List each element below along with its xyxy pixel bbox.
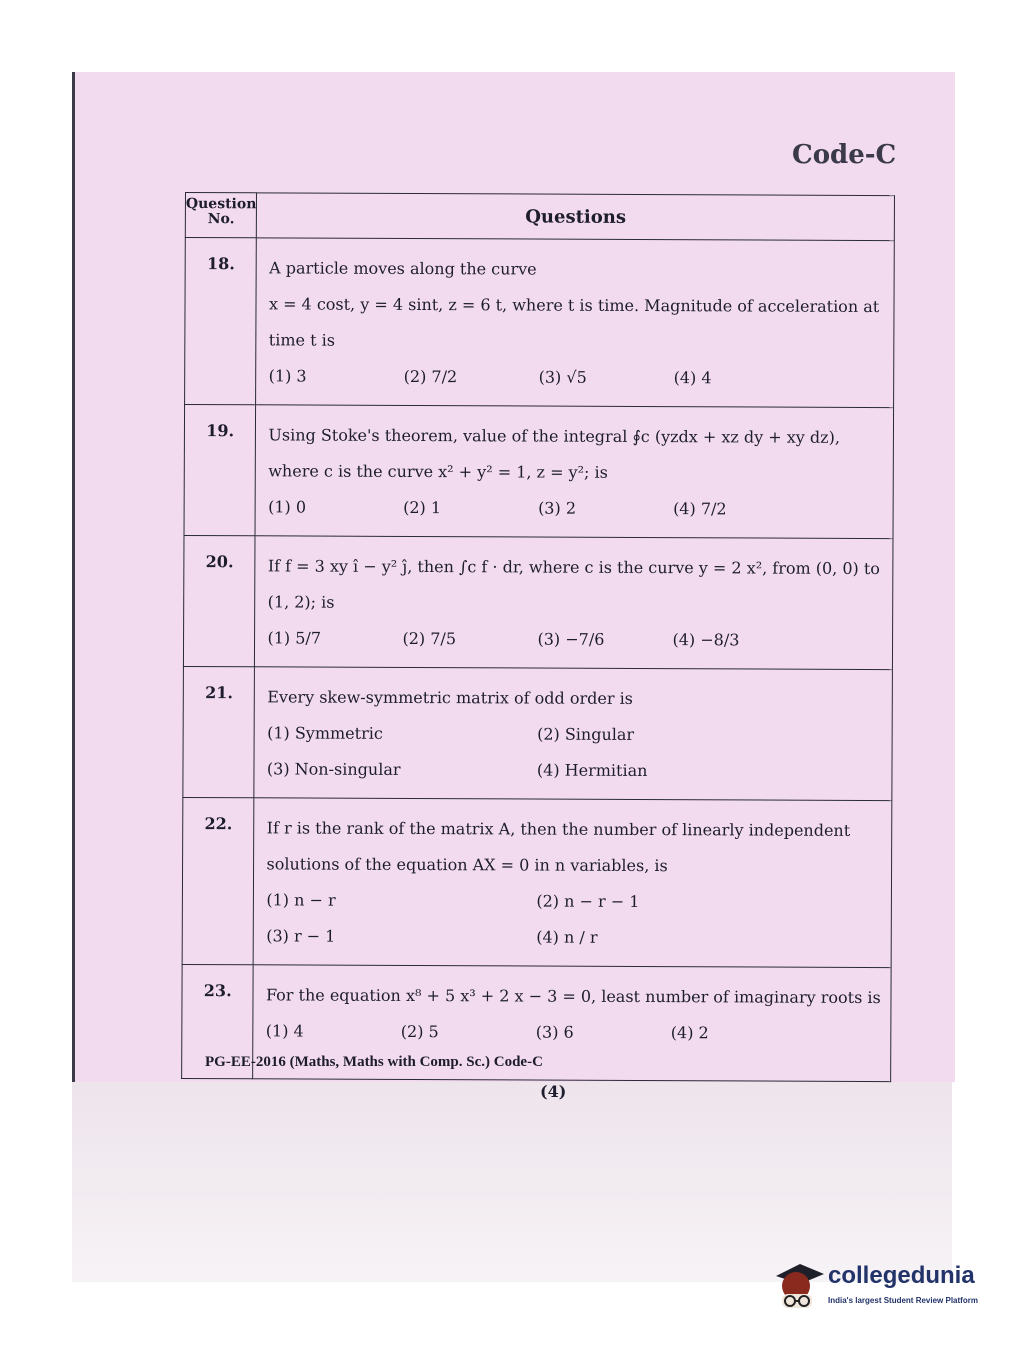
question-body bbox=[255, 536, 893, 670]
question-number: 23. bbox=[182, 964, 254, 1078]
option: (1) n − r bbox=[266, 890, 336, 910]
option: (4) n / r bbox=[536, 927, 598, 947]
option: (2) Singular bbox=[537, 724, 635, 744]
option: (3) Non-singular bbox=[266, 759, 401, 779]
header-question-no: Question No. bbox=[185, 193, 257, 238]
option-list bbox=[266, 882, 883, 957]
option: (3) 6 bbox=[535, 1022, 574, 1042]
option: (3) 2 bbox=[538, 498, 577, 518]
question-number: 19. bbox=[184, 405, 256, 536]
question-row bbox=[185, 238, 895, 408]
option: (3) √5 bbox=[538, 367, 587, 387]
question-body bbox=[256, 238, 894, 408]
paper-footer: PG-EE-2016 (Maths, Maths with Comp. Sc.) Code-C bbox=[205, 1054, 543, 1070]
option: (2) 5 bbox=[400, 1021, 439, 1042]
option-list bbox=[268, 489, 885, 528]
option-list bbox=[269, 358, 886, 397]
option: (4) −8/3 bbox=[672, 630, 740, 650]
question-row bbox=[184, 405, 894, 539]
option: (4) 2 bbox=[670, 1023, 709, 1043]
question-number: 20. bbox=[183, 535, 255, 666]
page-shadow bbox=[72, 1082, 952, 1282]
question-table bbox=[181, 192, 895, 1082]
header-questions: Questions bbox=[257, 193, 895, 241]
option-list bbox=[266, 1013, 883, 1052]
logo-tagline: India's largest Student Review Platform bbox=[828, 1296, 978, 1305]
option: (3) −7/6 bbox=[537, 629, 605, 649]
question-line: x = 4 cost, y = 4 sint, z = 6 t, where t is time. Magnitude of acceleration at bbox=[268, 294, 880, 317]
option: (4) 4 bbox=[673, 368, 712, 388]
question-line: (1, 2); is bbox=[267, 592, 335, 612]
option: (2) 1 bbox=[403, 497, 442, 518]
option: (2) 7/5 bbox=[402, 628, 457, 649]
question-line: Using Stoke's theorem, value of the integral ∮c (yzdx + xz dy + xy dz), bbox=[268, 425, 840, 447]
option: (1) 4 bbox=[265, 1021, 304, 1041]
question-row bbox=[183, 666, 893, 800]
question-line: If f = 3 xy î − y² ĵ, then ∫c f · dr, where c is the curve y = 2 x², from (0, 0) to bbox=[267, 556, 880, 579]
option: (4) Hermitian bbox=[536, 760, 648, 781]
logo-name: collegedunia bbox=[828, 1262, 975, 1289]
option: (1) 0 bbox=[268, 497, 307, 517]
option: (1) 3 bbox=[268, 366, 307, 386]
option: (4) 7/2 bbox=[673, 499, 727, 519]
option: (2) 7/2 bbox=[403, 366, 458, 387]
question-row bbox=[182, 797, 892, 967]
option-list bbox=[267, 715, 884, 790]
question-body bbox=[254, 667, 892, 801]
question-line: solutions of the equation AX = 0 in n variables, is bbox=[266, 854, 668, 876]
question-body bbox=[254, 798, 892, 968]
question-line: Every skew-symmetric matrix of odd order is bbox=[267, 687, 633, 708]
question-line: If r is the rank of the matrix A, then the number of linearly independent bbox=[266, 818, 851, 840]
question-line: where c is the curve x² + y² = 1, z = y²; is bbox=[268, 461, 608, 482]
option: (2) n − r − 1 bbox=[536, 891, 640, 911]
collegedunia-logo bbox=[770, 1258, 1000, 1318]
page-number: (4) bbox=[540, 1082, 567, 1101]
question-line: A particle moves along the curve bbox=[269, 258, 537, 279]
question-number: 18. bbox=[185, 238, 257, 405]
paper-code: Code-C bbox=[792, 140, 897, 170]
option-list bbox=[267, 620, 884, 659]
mascot-icon bbox=[770, 1258, 826, 1316]
question-number: 22. bbox=[182, 797, 254, 964]
option: (1) Symmetric bbox=[267, 723, 383, 743]
option: (3) r − 1 bbox=[266, 926, 336, 946]
question-line: time t is bbox=[268, 330, 335, 350]
question-row bbox=[183, 535, 893, 669]
question-number: 21. bbox=[183, 666, 255, 797]
question-line: For the equation x⁸ + 5 x³ + 2 x − 3 = 0, least number of imaginary roots is bbox=[265, 985, 881, 1008]
option: (1) 5/7 bbox=[267, 628, 322, 648]
question-body bbox=[255, 405, 893, 539]
